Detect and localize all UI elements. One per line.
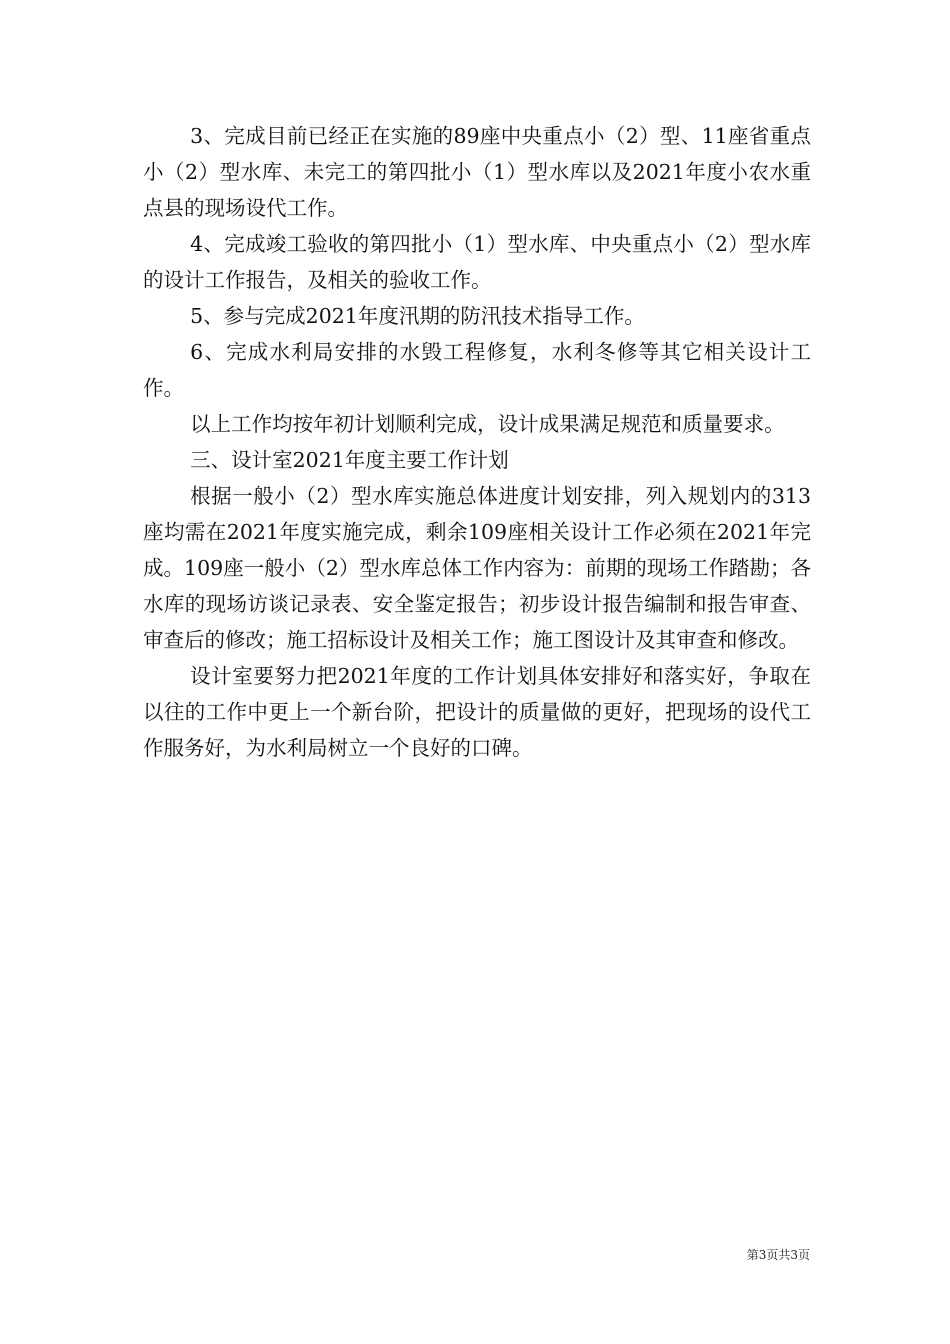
paragraph-task-5: 5、参与完成2021年度汛期的防汛技术指导工作。 [190,304,645,328]
paragraph-summary: 以上工作均按年初计划顺利完成，设计成果满足规范和质量要求。 [190,412,785,436]
paragraph-task-3: 3、完成目前已经正在实施的89座中央重点小（2）型、11座省重点小（2）型水库、未完工的第四批小（1）型水库以及2021年度小农水重点县的现场设代工作。 [143,124,811,220]
paragraph-task-4: 4、完成竣工验收的第四批小（1）型水库、中央重点小（2）型水库的设计工作报告，及相关的验收工作。 [143,232,811,292]
page-number-label: 第3页共3页 [746,1248,810,1262]
section-heading-work-plan: 三、设计室2021年度主要工作计划 [190,448,509,472]
paragraph-plan-details: 根据一般小（2）型水库实施总体进度计划安排，列入规划内的313座均需在2021年度实施完成，剩余109座相关设计工作必须在2021年完成。109座一般小（2）型水库总体工作内容为：前期的现场工作踏勘；各水库的现场访谈记录表、安全鉴定报告；初步设计报告编制和报告审查、审查后的修改；施工招标设计及相关工作；施工图设计及其审查和修改。 [143,484,811,652]
page-number-footer [720,1247,810,1263]
paragraph-closing: 设计室要努力把2021年度的工作计划具体安排好和落实好，争取在以往的工作中更上一个新台阶，把设计的质量做的更好，把现场的设代工作服务好，为水利局树立一个良好的口碑。 [143,664,811,760]
document-body [143,118,811,766]
paragraph-task-6: 6、完成水利局安排的水毁工程修复，水利冬修等其它相关设计工作。 [143,340,811,400]
